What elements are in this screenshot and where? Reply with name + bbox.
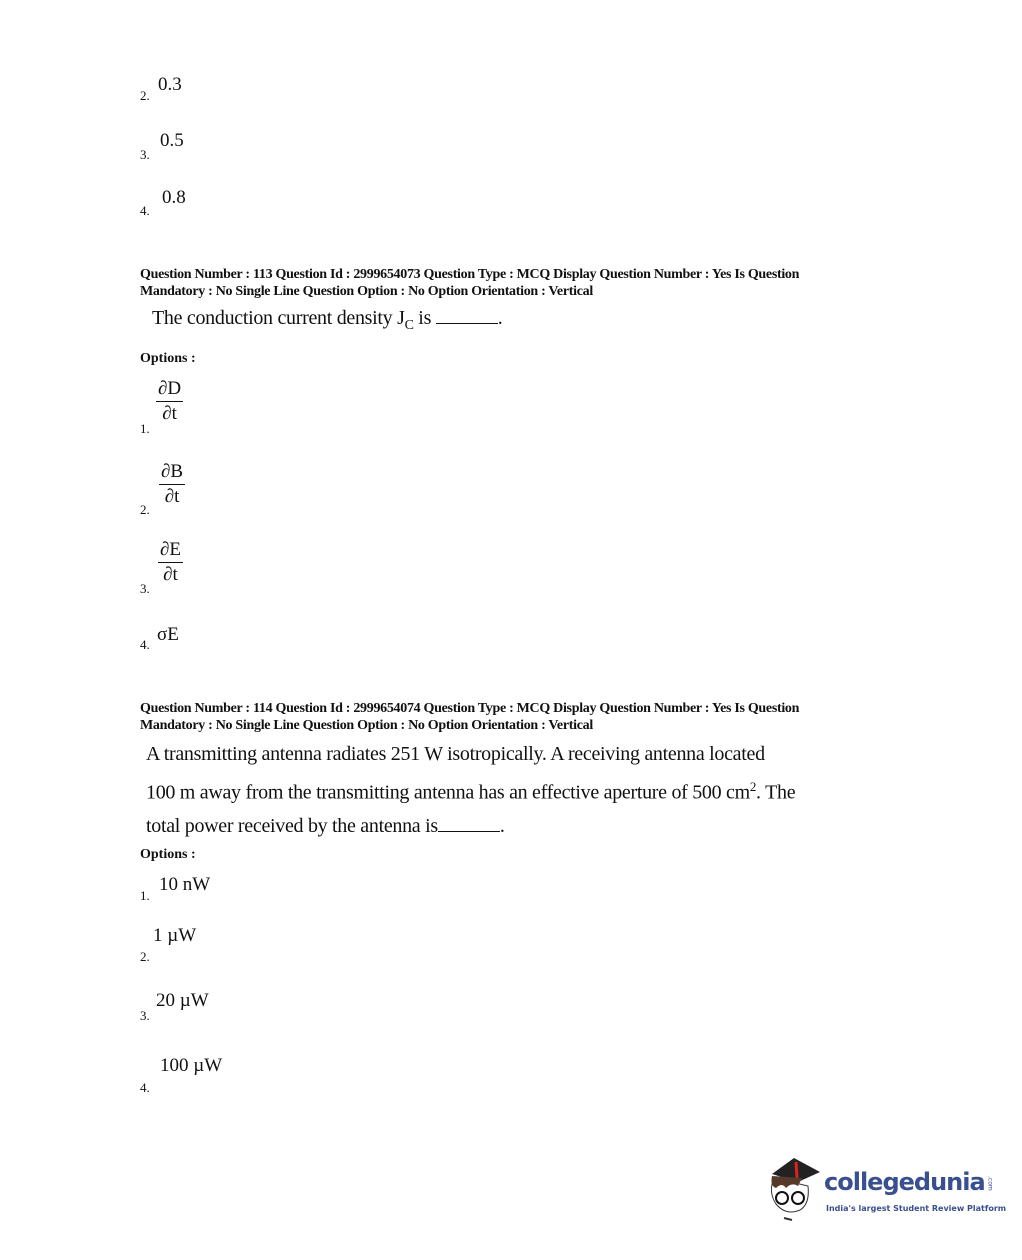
options-label: Options : [140, 847, 196, 862]
question-113-meta [140, 266, 799, 300]
meta-line: Mandatory : No Single Line Question Option : No Option Orientation : Vertical [140, 718, 593, 733]
option-number: 1. [140, 421, 150, 436]
option-number: 4. [140, 1080, 150, 1095]
answer-blank [436, 309, 498, 324]
mascot-icon [764, 1152, 824, 1224]
fraction-dE-dt [158, 538, 183, 587]
numerator: ∂E [158, 538, 183, 563]
collegedunia-logo [764, 1152, 1014, 1224]
q-text: total power received by the antenna is [146, 815, 438, 837]
option-text: σE [157, 624, 179, 645]
option-text: 0.5 [160, 130, 184, 151]
q-text: . [497, 307, 503, 329]
logo-name: collegedunia [824, 1168, 985, 1196]
q-sub: C [404, 318, 414, 333]
option-number: 4. [140, 637, 150, 652]
meta-line: Question Number : 113 Question Id : 2999654073 Question Type : MCQ Display Question Number : Yes Is Question [140, 267, 800, 282]
logo-wordmark [824, 1168, 994, 1196]
option-number: 2. [140, 502, 150, 517]
option-number: 3. [140, 581, 150, 596]
question-114-meta [140, 700, 799, 734]
q-sup: 2 [749, 779, 757, 794]
option-text: 10 nW [159, 874, 211, 895]
meta-line: Mandatory : No Single Line Question Option : No Option Orientation : Vertical [140, 284, 593, 299]
denominator: ∂t [162, 403, 177, 424]
option-text: 0.8 [162, 187, 186, 208]
option-number: 3. [140, 147, 150, 162]
option-text: 20 µW [156, 990, 209, 1011]
q-text: . [499, 815, 505, 837]
meta-line: Question Number : 114 Question Id : 2999654074 Question Type : MCQ Display Question Number : Yes Is Question [140, 701, 800, 716]
option-number: 2. [140, 949, 150, 964]
option-number: 1. [140, 888, 150, 903]
numerator: ∂B [159, 460, 185, 485]
option-text: 100 µW [160, 1055, 223, 1076]
fraction-dD-dt [156, 377, 183, 426]
q-text: . The [756, 781, 796, 804]
q-text: is [413, 307, 436, 329]
fraction-dB-dt [159, 460, 185, 509]
options-label: Options : [140, 351, 196, 366]
question-114-line [146, 815, 505, 838]
numerator: ∂D [156, 377, 183, 402]
question-113-text [152, 307, 502, 334]
q-text: The conduction current density J [152, 307, 405, 329]
answer-blank [438, 817, 500, 832]
question-114-line [146, 779, 795, 805]
logo-tagline: India's largest Student Review Platform [826, 1204, 1007, 1213]
q-text: 100 m away from the transmitting antenna has an effective aperture of 500 cm [146, 781, 750, 804]
option-number: 4. [140, 203, 150, 218]
option-text: 1 µW [153, 925, 197, 946]
option-number: 2. [140, 88, 150, 103]
question-114-line: A transmitting antenna radiates 251 W isotropically. A receiving antenna located [146, 743, 765, 765]
option-text: 0.3 [158, 74, 182, 95]
denominator: ∂t [164, 486, 180, 507]
denominator: ∂t [163, 564, 178, 585]
option-number: 3. [140, 1008, 150, 1023]
logo-suffix: .com [986, 1176, 994, 1191]
